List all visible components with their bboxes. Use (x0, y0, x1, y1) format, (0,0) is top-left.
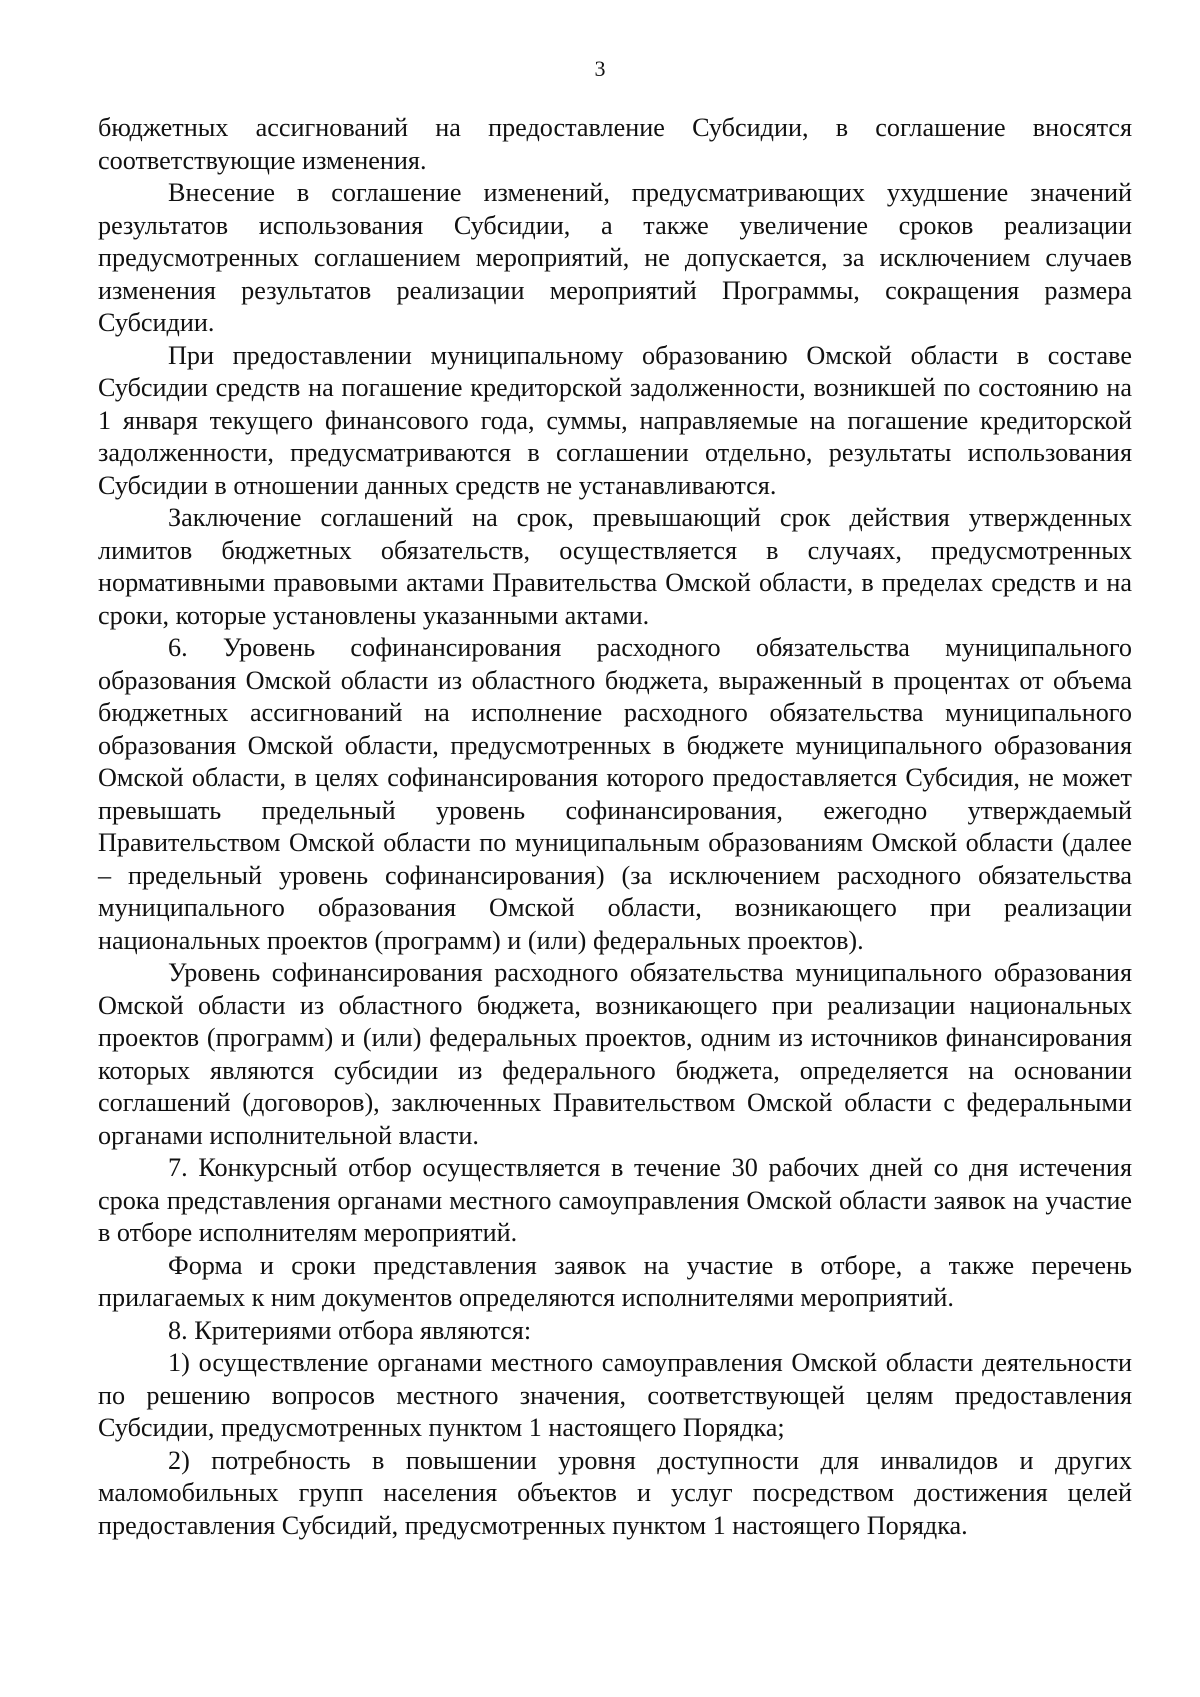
document-body (98, 112, 1132, 1542)
paragraph-creditor-debt: При предоставлении муниципальному образованию Омской области в составе Субсидии средств на погашение кредиторской задолженности, возникшей по состоянию на 1 января текущего финансового года, суммы, направляемые на погашение кредиторской задолженности, предусматриваются в соглашении отдельно, результаты использования Субсидии в отношении данных средств не устанавливаются. (98, 340, 1132, 500)
paragraph-application-form: Форма и сроки представления заявок на участие в отборе, а также перечень прилагаемых к ним документов определяются исполнителями мероприятий. (98, 1250, 1132, 1312)
page-number: 3 (594, 56, 606, 81)
paragraph-continuation: бюджетных ассигнований на предоставление Субсидии, в соглашение вносятся соответствующие изменения. (98, 113, 1132, 175)
paragraph-item-7: 7. Конкурсный отбор осуществляется в течение 30 рабочих дней со дня истечения срока представления органами местного самоуправления Омской области заявок на участие в отборе исполнителям мероприятий. (98, 1153, 1132, 1247)
paragraph-agreement-term: Заключение соглашений на срок, превышающий срок действия утвержденных лимитов бюджетных обязательств, осуществляется в случаях, предусмотренных нормативными правовыми актами Правительства Омской области, в пределах средств и на сроки, которые установлены указанными актами. (98, 503, 1132, 630)
paragraph-amendment-restrictions: Внесение в соглашение изменений, предусматривающих ухудшение значений результатов использования Субсидии, а также увеличение сроков реализации предусмотренных соглашением мероприятий, не допускается, за исключением случаев изменения результатов реализации мероприятий Программы, сокращения размера Субсидии. (98, 178, 1132, 337)
paragraph-item-8: 8. Критериями отбора являются: (168, 1315, 532, 1345)
paragraph-criterion-2: 2) потребность в повышении уровня доступности для инвалидов и других маломобильных групп населения объектов и услуг посредством достижения целей предоставления Субсидий, предусмотренных пунктом 1 настоящего Порядка. (98, 1445, 1132, 1540)
paragraph-criterion-1: 1) осуществление органами местного самоуправления Омской области деятельности по решению вопросов местного значения, соответствующей целям предоставления Субсидии, предусмотренных пунктом 1 настоящего Порядка; (98, 1348, 1132, 1442)
paragraph-cofinancing-national-projects: Уровень софинансирования расходного обязательства муниципального образования Омской области из областного бюджета, возникающего при реализации национальных проектов (программ) и (или) федеральных проектов, одним из источников финансирования которых являются субсидии из федерального бюджета, определяется на основании соглашений (договоров), заключенных Правительством Омской области с федеральными органами исполнительной власти. (98, 958, 1132, 1150)
paragraph-item-6: 6. Уровень софинансирования расходного обязательства муниципального образования Омской области из областного бюджета, выраженный в процентах от объема бюджетных ассигнований на исполнение расходного обязательства муниципального образования Омской области, предусмотренных в бюджете муниципального образования Омской области, в целях софинансирования которого предоставляется Субсидия, не может превышать предельный уровень софинансирования, ежегодно утверждаемый Правительством Омской области по муниципальным образованиям Омской области (далее – предельный уровень софинансирования) (за исключением расходного обязательства муниципального образования Омской области, возникающего при реализации национальных проектов (программ) и (или) федеральных проектов). (98, 633, 1132, 955)
